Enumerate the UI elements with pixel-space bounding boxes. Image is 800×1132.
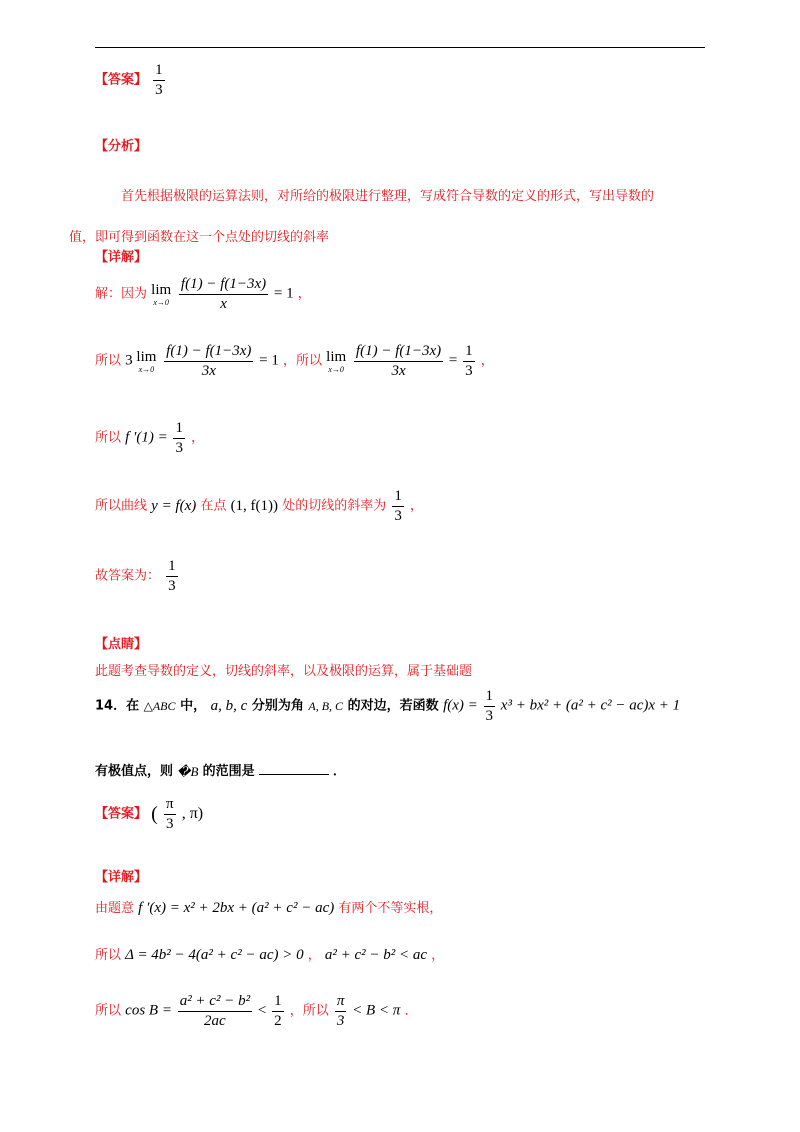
q13-final-answer: 故答案为： $\frac{1}{3}$ <box>95 558 176 594</box>
q13-answer-row <box>95 62 167 98</box>
q13-step4: 所以曲线 y = f(x) 在点 (1, f(1)) 处的切线的斜率为 $\frac{1}{3}$ ， <box>95 488 423 524</box>
q13-step1: 解：因为 lim x→0 $\frac{f(1) - f(1-3x)}{x}$ = 1 ， <box>95 276 311 312</box>
q14-detail-step3: 所以 cos B = $\frac{\text{a² + c² − b²}}{2ac}$ < $\frac{1}{2}$ ，所以 $\frac{\pi}{3}$ < B < π ． <box>95 993 418 1029</box>
analysis-label: 【分析】 <box>95 139 148 154</box>
limit-operator: lim x→0 <box>151 281 172 307</box>
comment-text: 此题考查导数的定义，切线的斜率，以及极限的运算，属于基础题 <box>95 664 473 679</box>
q14-stem-line2: 有极值点，则 �B 的范围是 ． <box>95 763 346 779</box>
header-rule <box>95 47 705 48</box>
q14-detail-step1: 由题意 f ′(x) = x² + 2bx + (a² + c² − ac) 有两个不等实根， <box>95 900 443 916</box>
limit-fraction: $\frac{f(1) - f(1-3x)}{x}$ <box>180 276 267 312</box>
q13-step3: 所以 f ′(1) = $\frac{1}{3}$ ， <box>95 420 205 456</box>
answer-blank <box>259 762 329 775</box>
analysis-text: 首先根据极限的运算法则，对所给的极限进行整理，写成符合导数的定义的形式，写出导数的 值，即可得到函数在这一个点处的切线的斜率 <box>69 189 655 245</box>
comment-label: 【点睛】 <box>95 637 148 652</box>
q14-answer-row: 【答案】 ( $\frac{\pi}{3}$ , π) <box>95 796 204 832</box>
q14-detail-label: 【详解】 <box>95 870 148 885</box>
detail-label: 【详解】 <box>95 250 148 265</box>
q14-detail-step2: 所以 Δ = 4b² − 4(a² + c² − ac) > 0 ， a² + c² − b² < ac ， <box>95 947 445 963</box>
q13-answer-fraction: $\frac{1}{3}$ <box>155 62 163 98</box>
answer-label: 【答案】 <box>95 72 148 88</box>
q13-step2: 所以 3 lim x→0 $\frac{f(1) - f(1-3x)}{3x}$ = 1 ，所以 lim x→0 $\frac{f(1) - f(1-3x)}{3x}$ = $\frac{1}{3}$ ， <box>95 343 494 379</box>
q14-stem-line1: 14．在 △ABC 中， a, b, c 分别为角 A, B, C 的对边，若函数 f(x) = $\frac{1}{3}$ x³ + bx² + (a² + c² − ac)x + 1 <box>95 688 681 724</box>
